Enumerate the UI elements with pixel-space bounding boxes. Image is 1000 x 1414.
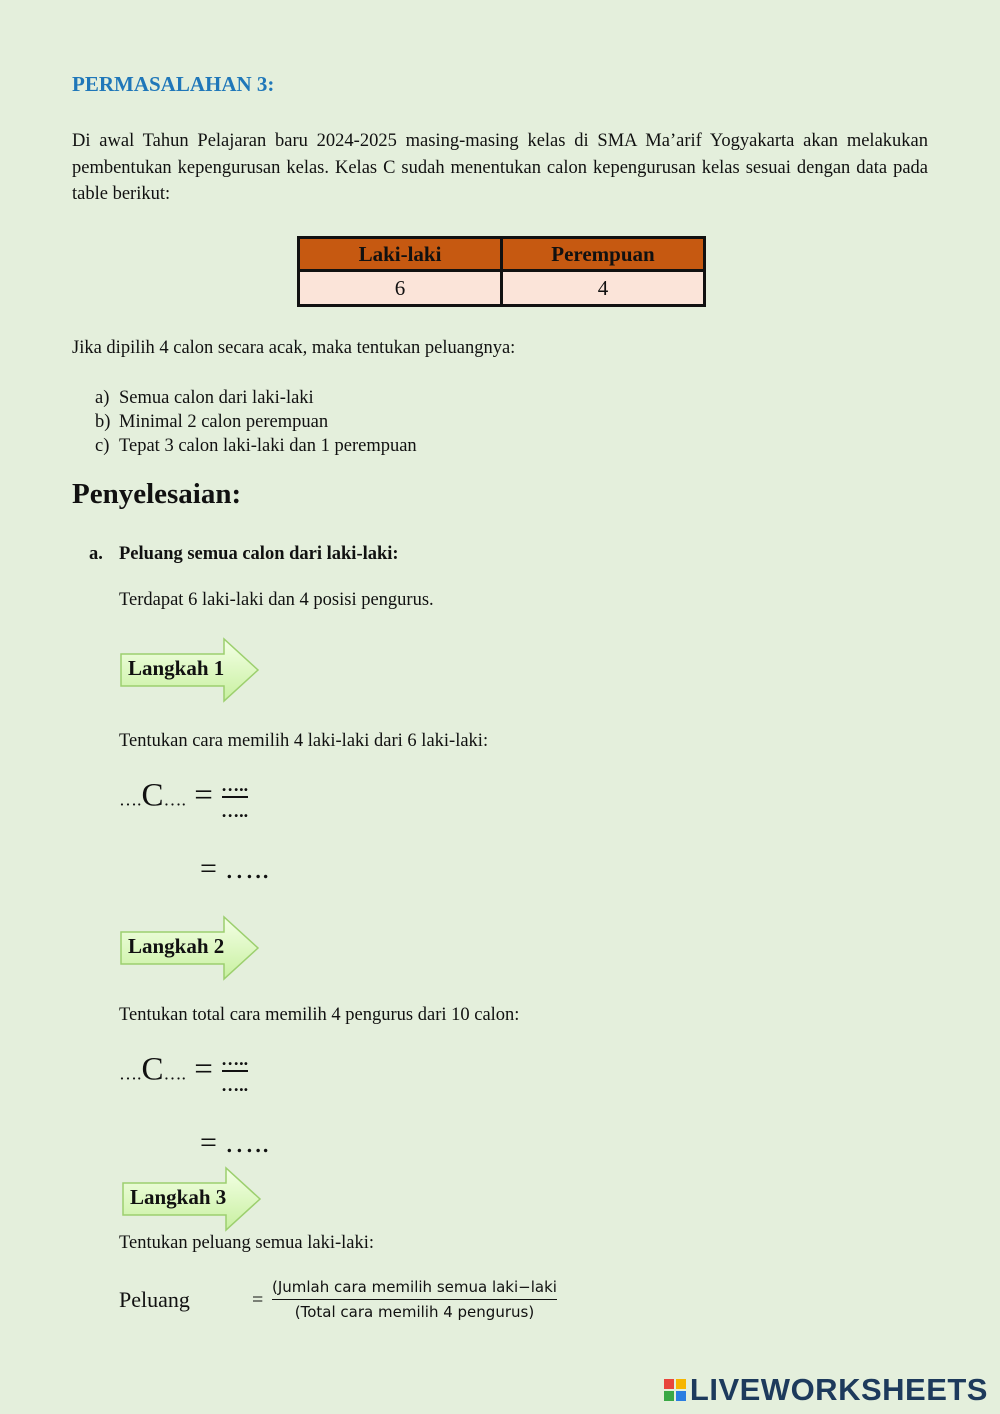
peluang-numerator: (Jumlah cara memilih semua laki−laki (272, 1278, 557, 1296)
part-a-letter: a. (89, 544, 103, 564)
fraction-bar (272, 1299, 557, 1300)
logo-square (676, 1379, 686, 1389)
table-cell-female-count: 4 (502, 271, 705, 306)
combination-n-blank: …. (119, 789, 142, 810)
part-a-text: Peluang semua calon dari laki-laki: (119, 544, 399, 564)
candidate-table (297, 236, 706, 307)
step-1-instruction: Tentukan cara memilih 4 laki-laki dari 6 laki-laki: (119, 731, 489, 751)
fraction-bar (222, 1070, 248, 1072)
combination-symbol: C (141, 777, 164, 814)
combination-symbol: C (141, 1051, 164, 1088)
intro-paragraph: Di awal Tahun Pelajaran baru 2024-2025 masing-masing kelas di SMA Ma’arif Yogyakarta akan melakukan pembentukan kepengurusan kelas. Kelas C sudah menentukan calon kepengurusan kelas sesuai dengan data pada table berikut: (72, 131, 928, 204)
question-text: Jika dipilih 4 calon secara acak, maka tentukan peluangnya: (72, 338, 516, 358)
fraction-blank (221, 776, 248, 820)
option-text: Semua calon dari laki-laki (119, 388, 314, 408)
peluang-equals: = (252, 1289, 264, 1311)
step-2-arrow (118, 915, 262, 986)
peluang-label: Peluang (119, 1287, 190, 1312)
combination-formula-2 (119, 1050, 248, 1094)
step-3-instruction: Tentukan peluang semua laki-laki: (119, 1233, 375, 1253)
logo-square (664, 1379, 674, 1389)
combination-r-blank: …. (163, 1063, 187, 1084)
option-letter: b) (95, 412, 111, 432)
table-header-row (299, 238, 705, 271)
table-header-female: Perempuan (502, 238, 705, 271)
fraction-bar (222, 796, 248, 798)
list-item (95, 434, 417, 458)
step-3-arrow (120, 1166, 264, 1237)
option-letter: a) (95, 388, 110, 408)
table-header-male: Laki-laki (299, 238, 502, 271)
list-item (95, 386, 417, 410)
table-row (299, 271, 705, 306)
liveworksheets-logo (664, 1372, 988, 1408)
step-1-label: Langkah 1 (128, 656, 225, 680)
result-blank-2: = ….. (200, 1126, 270, 1159)
logo-text: LIVEWORKSHEETS (689, 1372, 988, 1407)
option-letter: c) (95, 436, 110, 456)
combination-formula-1 (119, 776, 248, 820)
logo-grid-icon (664, 1379, 686, 1401)
equals-sign: = (194, 777, 213, 814)
peluang-fraction (272, 1278, 557, 1321)
solution-title: Penyelesaian: (72, 478, 242, 510)
equals-sign: = (194, 1051, 213, 1088)
table-cell-male-count: 6 (299, 271, 502, 306)
part-a-title (89, 544, 399, 565)
peluang-denominator: (Total cara memilih 4 pengurus) (294, 1303, 535, 1321)
combination-r-blank: …. (163, 789, 187, 810)
page-heading: PERMASALAHAN 3: (72, 72, 275, 96)
numerator-blank: ….. (221, 1049, 249, 1069)
denominator-blank: ….. (221, 801, 249, 821)
logo-square (676, 1391, 686, 1401)
denominator-blank: ….. (221, 1075, 249, 1095)
option-text: Minimal 2 calon perempuan (119, 412, 329, 432)
part-a-info: Terdapat 6 laki-laki dan 4 posisi pengurus. (119, 590, 434, 610)
option-text: Tepat 3 calon laki-laki dan 1 perempuan (119, 436, 417, 456)
step-2-instruction: Tentukan total cara memilih 4 pengurus dari 10 calon: (119, 1005, 520, 1025)
step-2-label: Langkah 2 (128, 934, 225, 958)
option-list (95, 386, 417, 458)
combination-n-blank: …. (119, 1063, 142, 1084)
result-blank-1: = ….. (200, 852, 270, 885)
logo-square (664, 1391, 674, 1401)
list-item (95, 410, 417, 434)
fraction-blank (221, 1050, 248, 1094)
step-3-label: Langkah 3 (130, 1185, 227, 1209)
step-1-arrow (118, 637, 262, 708)
numerator-blank: ….. (221, 775, 249, 795)
